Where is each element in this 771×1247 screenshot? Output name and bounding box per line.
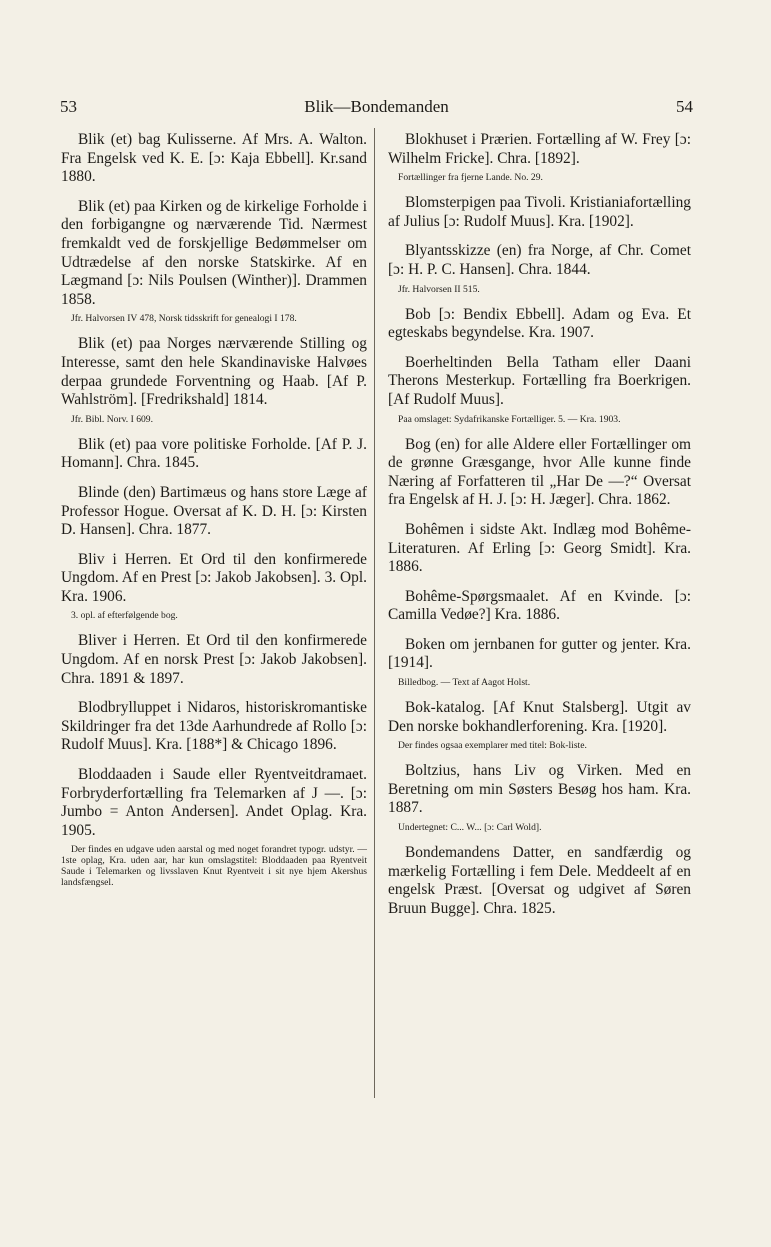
catalog-entry: Bliver i Herren. Et Ord til den konfirmerede Ungdom. Af en norsk Prest [ɔ: Jakob Jakobsen]. Chra. 1891 & 1897. (61, 632, 367, 687)
catalog-entry: Bok-katalog. [Af Knut Stalsberg]. Utgit av Den norske bokhandlerforening. Kra. [1920]. (388, 699, 691, 735)
catalog-entry: Bondemandens Datter, en sandfærdig og mærkelig Fortælling i fem Dele. Meddeelt af en engelsk Præst. [Oversat og udgivet af Søren Bruun Bugge]. Chra. 1825. (388, 844, 691, 917)
running-title: Blik—Bondemanden (304, 97, 449, 116)
right-page-number: 54 (676, 97, 693, 116)
right-column (388, 131, 691, 929)
page-header (60, 97, 693, 121)
catalog-entry: Bob [ɔ: Bendix Ebbell]. Adam og Eva. Et egteskabs begyndelse. Kra. 1907. (388, 305, 691, 342)
catalog-entry: Blodbrylluppet i Nidaros, historiskromantiske Skildringer fra det 13de Aarhundrede af Rollo [ɔ: Rudolf Muus]. Kra. [188*] & Chicago 1896. (61, 699, 367, 754)
catalog-entry: Bloddaaden i Saude eller Ryentveitdramaet. Forbryderfortælling fra Telemarken af J —. [ɔ: Jumbo = Anton Andersen]. Andet Oplag. Kra. 1905. (61, 766, 367, 839)
catalog-entry: Blokhuset i Prærien. Fortælling af W. Frey [ɔ: Wilhelm Fricke]. Chra. [1892]. (388, 131, 691, 167)
entry-note: Fortællinger fra fjerne Lande. No. 29. (398, 172, 543, 184)
entry-note: Jfr. Bibl. Norv. I 609. (71, 413, 153, 425)
catalog-entry: Blik (et) paa Kirken og de kirkelige Forholde i den forbigangne og nærværende Tid. Nærmest fremkaldt ved de forskjellige Bedømmelser om Udtrædelse af den norske Statskirke. Af en Lægmand [ɔ: Nils Poulsen (Winther)]. Drammen 1858. (61, 197, 367, 308)
entry-note: Der findes ogsaa exemplarer med titel: Bok-liste. (398, 740, 587, 752)
catalog-entry: Blik (et) paa Norges nærværende Stilling og Interesse, samt den hele Skandinaviske Halvøes derpaa grundede Forventning og Haab. [Af P. Wahlström]. [Fredrikshald] 1814. (61, 335, 367, 409)
catalog-entry: Boken om jernbanen for gutter og jenter. Kra. [1914]. (388, 635, 691, 672)
catalog-entry: Blomsterpigen paa Tivoli. Kristianiafortælling af Julius [ɔ: Rudolf Muus]. Kra. [1902]. (388, 194, 691, 230)
catalog-entry: Blik (et) bag Kulisserne. Af Mrs. A. Walton. Fra Engelsk ved K. E. [ɔ: Kaja Ebbell]. Kr.sand 1880. (61, 131, 367, 186)
entry-note: Jfr. Halvorsen IV 478, Norsk tidsskrift for genealogi I 178. (71, 313, 297, 325)
column-divider (374, 128, 375, 1098)
catalog-entry: Bohêmen i sidste Akt. Indlæg mod Bohême-Literaturen. Af Erling [ɔ: Georg Smidt]. Kra. 1886. (388, 520, 691, 576)
entry-note: Der findes en udgave uden aarstal og med noget forandret typogr. udstyr. — 1ste oplag, Kra. uden aar, har kun omslagstitel: Bloddaaden paa Ryentveit Saude i Telemarken og livsslaven Knut Ryentveit i sit nye hjem Akershus landsfængsel. (61, 844, 367, 889)
catalog-entry: Bohême-Spørgsmaalet. Af en Kvinde. [ɔ: Camilla Vedøe?] Kra. 1886. (388, 587, 691, 624)
catalog-entry: Boerheltinden Bella Tatham eller Daani Therons Mesterkup. Fortælling fra Boerkrigen. [Af Rudolf Muus]. (388, 353, 691, 408)
entry-note: Undertegnet: C... W... [ɔ: Carl Wold]. (398, 822, 542, 834)
left-column (61, 131, 367, 899)
catalog-entry: Boltzius, hans Liv og Virken. Med en Beretning om min Søsters Besøg hos ham. Kra. 1887. (388, 762, 691, 817)
entry-note: Paa omslaget: Sydafrikanske Fortælliger. 5. — Kra. 1903. (398, 413, 621, 425)
entry-note: Billedbog. — Text af Aagot Holst. (398, 677, 531, 689)
entry-note: 3. opl. af efterfølgende bog. (71, 610, 178, 622)
entry-note: Jfr. Halvorsen II 515. (398, 283, 480, 295)
catalog-entry: Bliv i Herren. Et Ord til den konfirmerede Ungdom. Af en Prest [ɔ: Jakob Jakobsen]. 3. Opl. Kra. 1906. (61, 550, 367, 605)
catalog-entry: Blik (et) paa vore politiske Forholde. [Af P. J. Homann]. Chra. 1845. (61, 435, 367, 472)
catalog-entry: Blyantsskizze (en) fra Norge, af Chr. Comet [ɔ: H. P. C. Hansen]. Chra. 1844. (388, 242, 691, 278)
catalog-entry: Blinde (den) Bartimæus og hans store Læge af Professor Hogue. Oversat af K. D. H. [ɔ: Kirsten D. Hansen]. Chra. 1877. (61, 483, 367, 539)
catalog-entry: Bog (en) for alle Aldere eller Fortællinger om de grønne Græsgange, hvor Alle kunne finde Næring af Forfatteren til „Har De —?“ Oversat fra Engelsk af H. J. [ɔ: H. Jæger]. Chra. 1862. (388, 435, 691, 509)
left-page-number: 53 (60, 97, 77, 116)
